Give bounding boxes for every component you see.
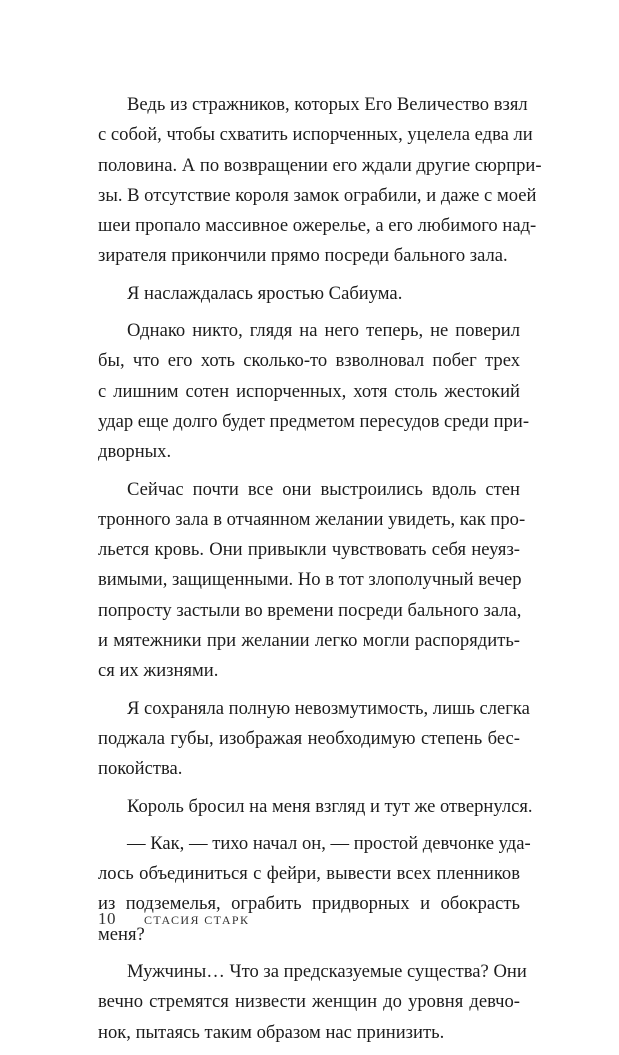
- paragraph: [98, 90, 542, 272]
- running-head-author: СТАСИЯ СТАРК: [144, 913, 250, 927]
- text-line: Мужчины… Что за предсказуемые существа? Они: [127, 961, 527, 983]
- text-line: бы, что его хоть сколько-то взволновал побег трех: [98, 350, 520, 372]
- text-line: покойства.: [98, 758, 183, 780]
- text-line: лось объединиться с фейри, вывести всех пленников: [98, 863, 520, 885]
- text-line: удар еще долго будет предметом пересудов среди при-: [98, 410, 530, 432]
- paragraph: [98, 316, 530, 467]
- text-line: дворных.: [98, 441, 172, 463]
- paragraph: [98, 792, 533, 822]
- text-line: тронного зала в отчаянном желании увидеть, как про-: [98, 508, 526, 530]
- page-number: 10: [98, 909, 116, 928]
- text-line: Однако никто, глядя на него теперь, не поверил: [127, 320, 520, 342]
- paragraph: [98, 694, 530, 785]
- text-line: Король бросил на меня взгляд и тут же отвернулся.: [127, 795, 533, 817]
- paragraph: [98, 475, 526, 687]
- text-line: зы. В отсутствие короля замок ограбили, и даже с моей: [98, 184, 537, 206]
- text-line: попросту застыли во времени посреди бального зала,: [98, 599, 522, 621]
- text-line: Я наслаждалась яростью Сабиума.: [127, 282, 403, 304]
- text-line: с собой, чтобы схватить испорченных, уцелела едва ли: [98, 124, 533, 146]
- text-line: — Как, — тихо начал он, — простой девчонке уда-: [127, 832, 531, 854]
- text-line: шеи пропало массивное ожерелье, а его любимого над-: [98, 215, 537, 237]
- page-footer: [98, 909, 249, 929]
- paragraph: [98, 957, 527, 1048]
- text-line: из подземелья, ограбить придворных и обокрасть: [98, 893, 520, 915]
- text-line: ся их жизнями.: [98, 660, 219, 682]
- paragraph: [98, 279, 520, 309]
- text-line: меня?: [98, 923, 145, 945]
- text-line: Ведь из стражников, которых Его Величество взял: [127, 94, 528, 115]
- text-line: вимыми, защищенными. Но в тот злополучный вечер: [98, 569, 522, 591]
- text-line: зирателя прикончили прямо посреди бального зала.: [98, 245, 508, 267]
- text-line: половина. А по возвращении его ждали другие сюрпри-: [98, 154, 542, 176]
- text-line: поджала губы, изображая необходимую степень бес-: [98, 727, 520, 749]
- paragraph: [98, 829, 531, 950]
- text-line: Сейчас почти все они выстроились вдоль стен: [127, 478, 520, 500]
- text-line: льется кровь. Они привыкли чувствовать себя неуяз-: [98, 539, 520, 561]
- text-line: нок, пытаясь таким образом нас принизить.: [98, 1021, 445, 1043]
- text-line: вечно стремятся низвести женщин до уровня девчо-: [98, 991, 520, 1013]
- text-line: Я сохраняла полную невозмутимость, лишь слегка: [127, 697, 530, 719]
- text-line: и мятежники при желании легко могли распорядить-: [98, 630, 520, 652]
- text-line: с лишним сотен испорченных, хотя столь жестокий: [98, 380, 520, 402]
